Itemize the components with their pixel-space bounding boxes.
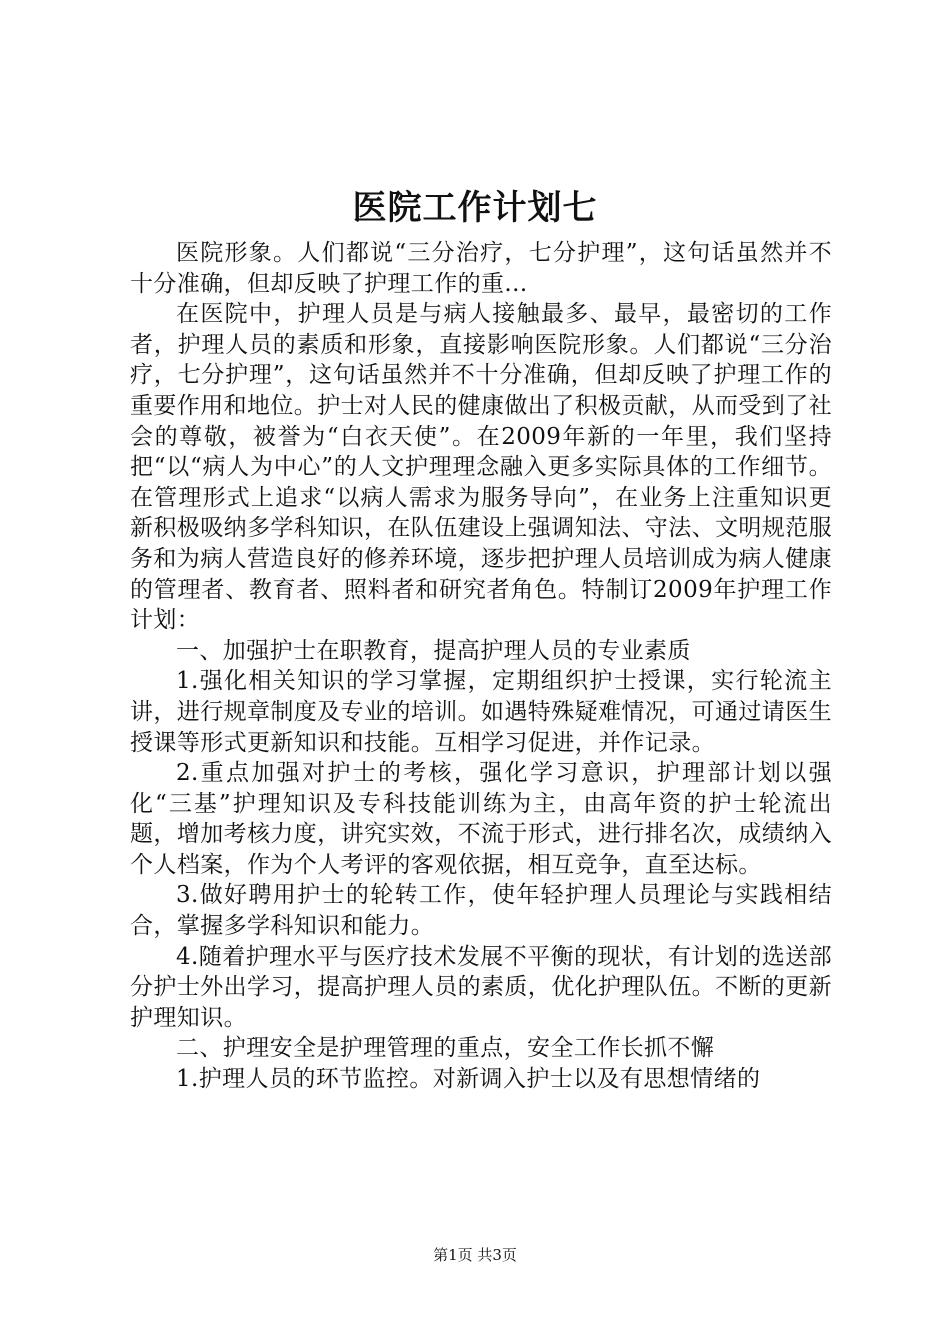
document-body [130,238,832,1095]
list-item: 1.护理人员的环节监控。对新调入护士以及有思想情绪的 [176,1066,761,1093]
list-item: 4.随着护理水平与医疗技术发展不平衡的现状，有计划的选送部分护士外出学习，提高护理人员的素质，优化护理队伍。不断的更新护理知识。 [130,943,832,1031]
list-item: 2.重点加强对护士的考核，强化学习意识，护理部计划以强化“三基”护理知识及专科技能训练为主，由高年资的护士轮流出题，增加考核力度，讲究实效，不流于形式，进行排名次，成绩纳入个人档案，作为个人考评的客观依据，相互竞争，直至达标。 [130,760,832,878]
section-heading-2: 二、护理安全是护理管理的重点，安全工作长抓不懈 [176,1035,715,1062]
list-item: 1.强化相关知识的学习掌握，定期组织护士授课，实行轮流主讲，进行规章制度及专业的培训。如遇特殊疑难情况，可通过请医生授课等形式更新知识和技能。互相学习促进，并作记录。 [130,668,832,756]
paragraph-main-intro: 在医院中，护理人员是与病人接触最多、最早，最密切的工作者，护理人员的素质和形象，直接影响医院形象。人们都说“三分治疗，七分护理”，这句话虽然并不十分准确，但却反映了护理工作的重要作用和地位。护士对人民的健康做出了积极贡献，从而受到了社会的尊敬，被誉为“白衣天使”。在2009年新的一年里，我们坚持把“以“病人为中心”的人文护理理念融入更多实际具体的工作细节。在管理形式上追求“以病人需求为服务导向”，在业务上注重知识更新积极吸纳多学科知识，在队伍建设上强调知法、守法、文明规范服务和为病人营造良好的修养环境，逐步把护理人员培训成为病人健康的管理者、教育者、照料者和研究者角色。特制订2009年护理工作计划： [130,301,832,634]
section-heading-1: 一、加强护士在职教育，提高护理人员的专业素质 [176,637,691,664]
paragraph-intro-summary: 医院形象。人们都说“三分治疗，七分护理”，这句话虽然并不十分准确，但却反映了护理工作的重... [130,240,832,297]
page-footer: 第1页 共3页 [433,1246,517,1264]
document-title: 医院工作计划七 [352,188,598,228]
list-item: 3.做好聘用护士的轮转工作，使年轻护理人员理论与实践相结合，掌握多学科知识和能力。 [130,882,832,940]
